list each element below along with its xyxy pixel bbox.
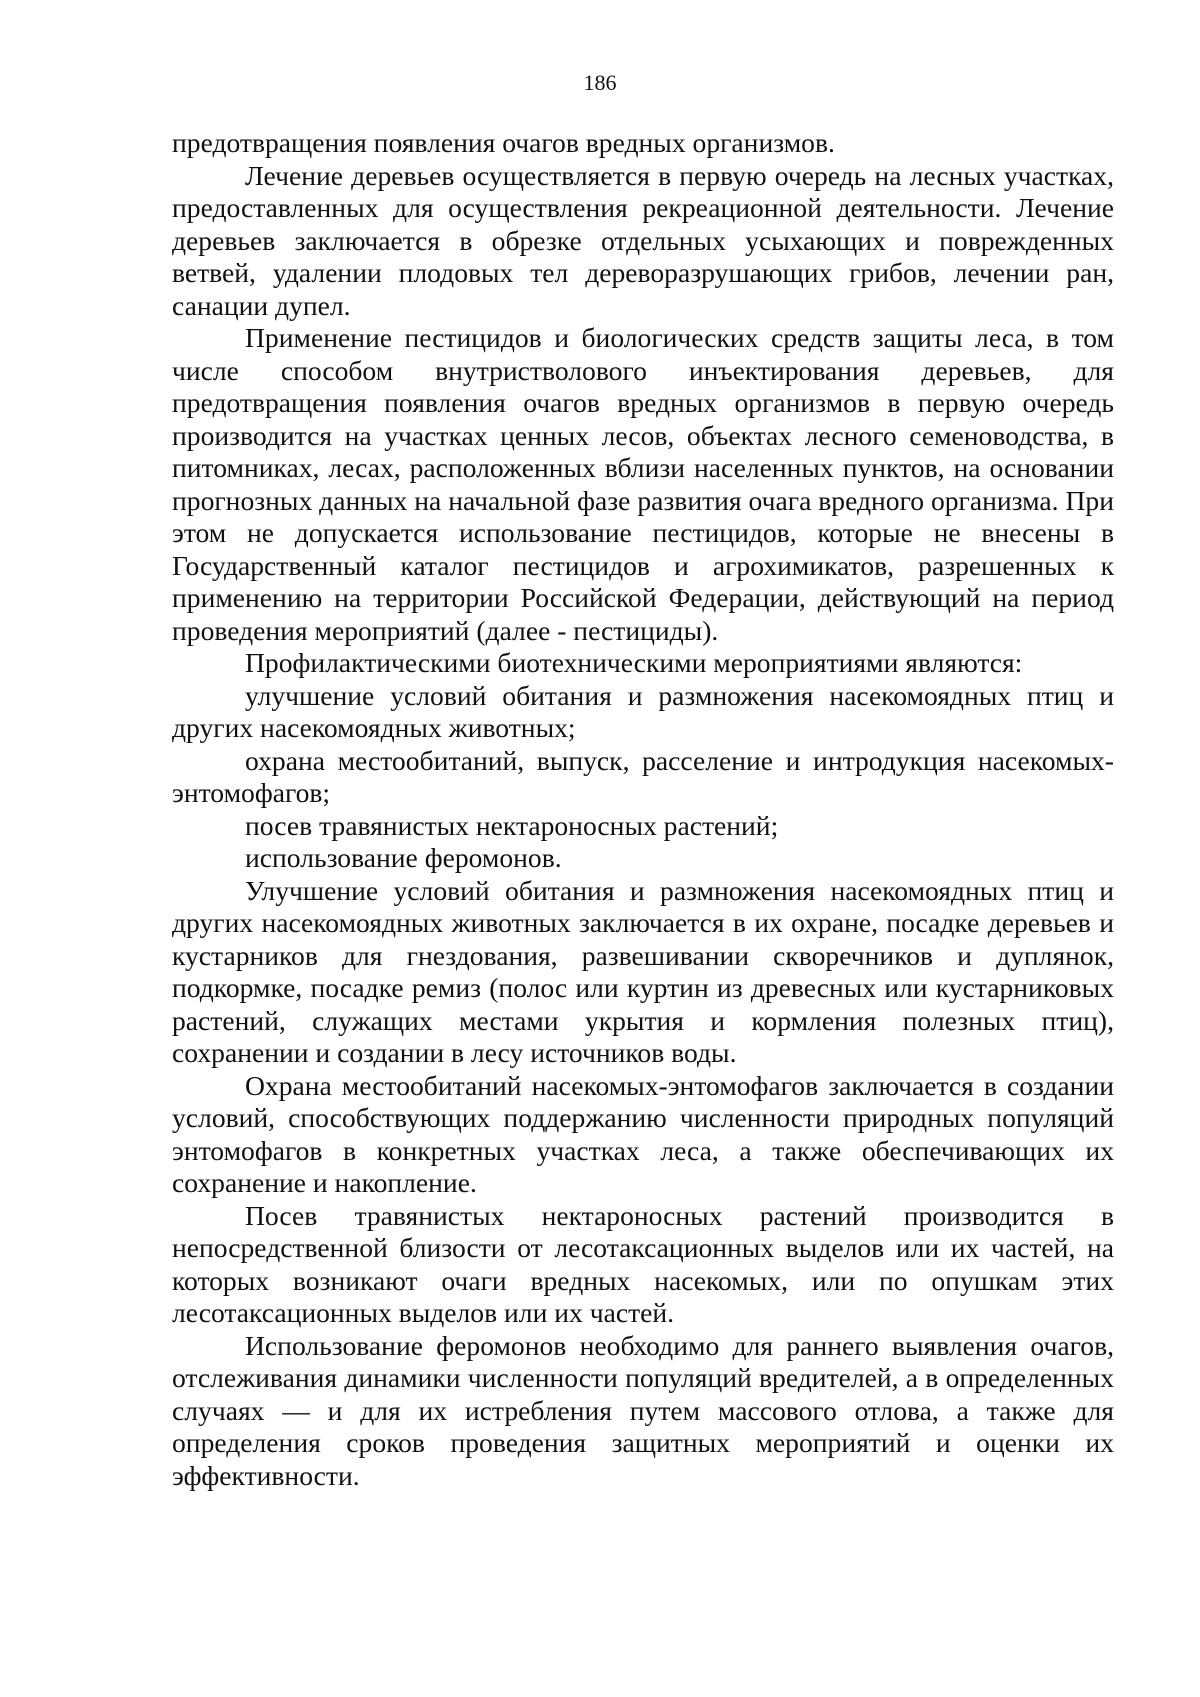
list-item-nectar-plants: посев травянистых нектароносных растений; bbox=[245, 809, 779, 841]
list-item-entomophage-protection: охрана местообитаний, выпуск, расселение и интродукция насекомых-энтомофагов; bbox=[172, 744, 1114, 808]
paragraph-pesticides: Применение пестицидов и биологических средств защиты леса, в том числе способом внутристволового инъектирования деревьев, для предотвращения появления очагов вредных организмов в первую очередь производится на участках ценных лесов, объектах лесного семеноводства, в питомниках, лесах, расположенных вблизи населенных пунктов, на основании прогнозных данных на начальной фазе развития очага вредного организма. При этом не допускается использование пестицидов, которые не внесены в Государственный каталог пестицидов и агрохимикатов, разрешенных к применению на территории Российской Федерации, действующий на период проведения мероприятий (далее - пестициды). bbox=[172, 322, 1114, 646]
paragraph-tree-treatment: Лечение деревьев осуществляется в первую очередь на лесных участках, предоставленных для осуществления рекреационной деятельности. Лечение деревьев заключается в обрезке отдельных усыхающих и поврежденных ветвей, удалении плодовых тел дереворазрушающих грибов, лечении ран, санации дупел. bbox=[172, 159, 1114, 321]
paragraph-pheromone-use: Использование феромонов необходимо для раннего выявления очагов, отслеживания динамики численности популяций вредителей, а в определенных случаях — и для их истребления путем массового отлова, а также для определения сроков проведения защитных мероприятий и оценки их эффективности. bbox=[172, 1329, 1114, 1491]
page-number: 186 bbox=[583, 70, 617, 95]
paragraph-continuation: предотвращения появления очагов вредных организмов. bbox=[172, 127, 835, 158]
list-item-habitat-improvement: улучшение условий обитания и размножения насекомоядных птиц и других насекомоядных животных; bbox=[172, 679, 1114, 743]
paragraph-bird-habitat: Улучшение условий обитания и размножения насекомоядных птиц и других насекомоядных животных заключается в их охране, посадке деревьев и кустарников для гнездования, развешивании скворечников и дуплянок, подкормке, посадке ремиз (полос или куртин из древесных или кустарниковых растений, служащих местами укрытия и кормления полезных птиц), сохранении и создании в лесу источников воды. bbox=[172, 874, 1114, 1068]
paragraph-biotech-intro: Профилактическими биотехническими мероприятиями являются: bbox=[245, 647, 1023, 678]
paragraph-entomophage-habitat: Охрана местообитаний насекомых-энтомофагов заключается в создании условий, способствующих поддержанию численности природных популяций энтомофагов в конкретных участках леса, а также обеспечивающих их сохранение и накопление. bbox=[172, 1069, 1114, 1198]
document-body bbox=[172, 127, 1114, 1492]
paragraph-nectar-sowing: Посев травянистых нектароносных растений производится в непосредственной близости от лесотаксационных выделов или их частей, на которых возникают очаги вредных насекомых, или по опушкам этих лесотаксационных выделов или их частей. bbox=[172, 1199, 1114, 1328]
list-item-pheromones: использование феромонов. bbox=[245, 842, 562, 873]
